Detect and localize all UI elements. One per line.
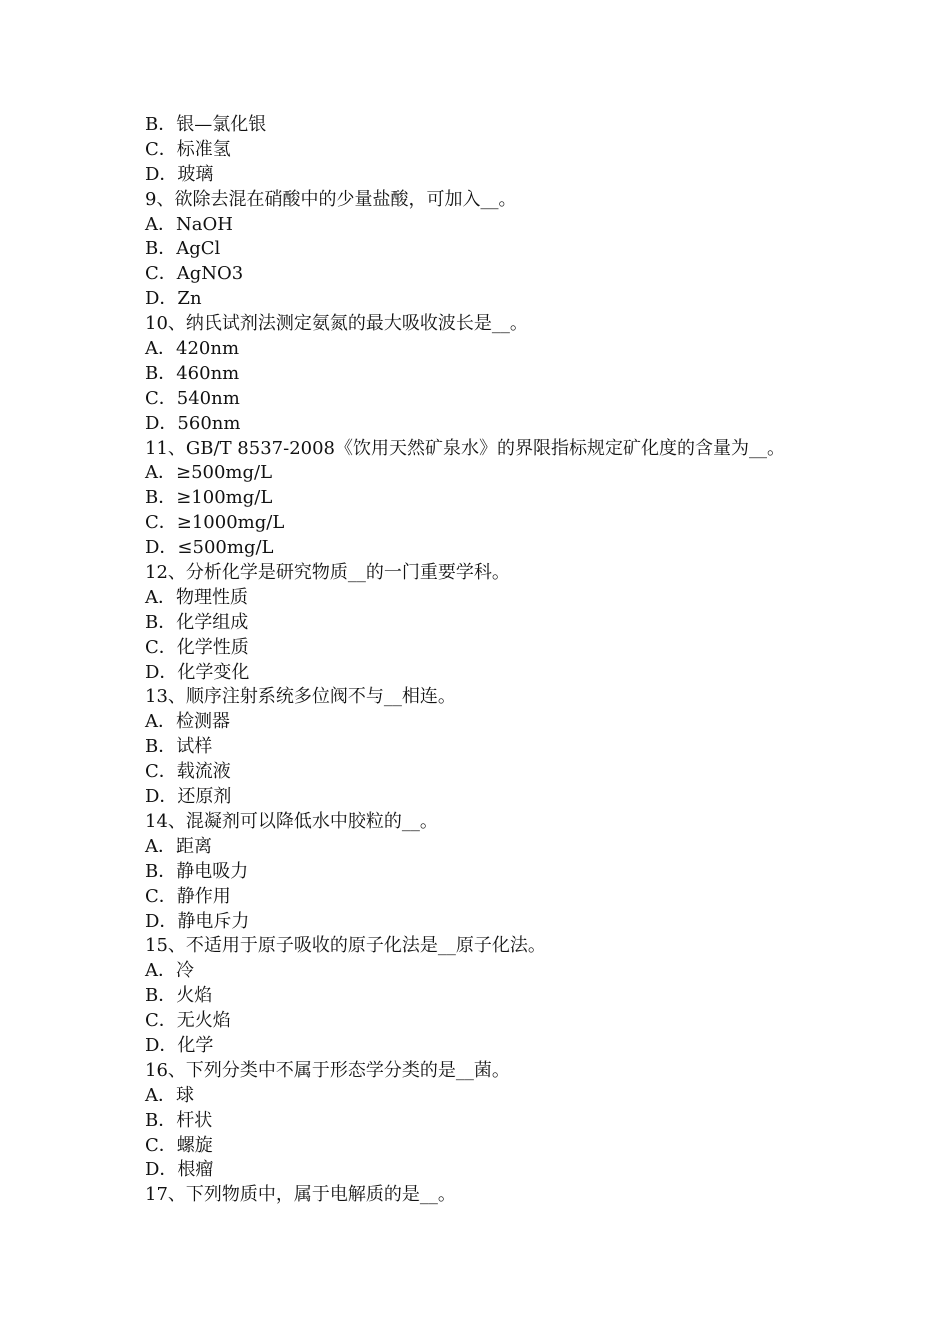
option-line: C．载流液 [145,761,231,783]
option-line: B．460nm [145,362,240,384]
option-line: B．火焰 [145,985,213,1007]
option-line: C．化学性质 [145,636,249,658]
option-line: A．420nm [145,338,240,360]
option-line: A．冷 [145,960,194,982]
option-line: B．≥100mg/L [145,487,273,509]
option-line: B．试样 [145,736,213,758]
option-line: B．杆状 [145,1109,213,1131]
question-line: 9、欲除去混在硝酸中的少量盐酸，可加入__。 [145,188,517,210]
option-line: C．≥1000mg/L [145,512,285,534]
option-line: A．球 [145,1084,194,1106]
option-line: A．检测器 [145,711,230,733]
question-line: 13、顺序注射系统多位阀不与__相连。 [145,686,456,708]
option-line: A．物理性质 [145,586,248,608]
option-line: D．560nm [145,412,241,434]
question-line: 16、下列分类中不属于形态学分类的是__菌。 [145,1059,510,1081]
option-line: C．螺旋 [145,1134,213,1156]
question-line: 12、分析化学是研究物质__的一门重要学科。 [145,562,510,584]
option-line: D．根瘤 [145,1159,214,1181]
question-line: 15、不适用于原子吸收的原子化法是__原子化法。 [145,935,546,957]
option-line: D．玻璃 [145,163,214,185]
question-text-block [145,113,825,1208]
option-line: C．静作用 [145,885,231,907]
question-line: 14、混凝剂可以降低水中胶粒的__。 [145,810,438,832]
option-line: C．无火焰 [145,1010,231,1032]
option-line: C．540nm [145,387,240,409]
option-line: B．银—氯化银 [145,114,267,135]
question-line: 10、纳氏试剂法测定氨氮的最大吸收波长是__。 [145,313,528,335]
option-line: B．AgCl [145,238,221,260]
option-line: C．标准氢 [145,138,231,160]
option-line: D．化学 [145,1034,214,1056]
option-line: B．化学组成 [145,611,249,633]
option-line: A．NaOH [145,213,233,235]
option-line: D．还原剂 [145,786,232,808]
option-line: A．距离 [145,835,212,857]
option-line: C．AgNO3 [145,263,244,285]
option-line: D．≤500mg/L [145,537,274,559]
option-line: B．静电吸力 [145,860,249,882]
option-line: A．≥500mg/L [145,462,273,484]
option-line: D．化学变化 [145,661,250,683]
option-line: D．静电斥力 [145,910,250,932]
question-line: 11、GB/T 8537-2008《饮用天然矿泉水》的界限指标规定矿化度的含量为__。 [145,437,785,459]
option-line: D．Zn [145,288,202,310]
question-line: 17、下列物质中，属于电解质的是__。 [145,1184,456,1206]
